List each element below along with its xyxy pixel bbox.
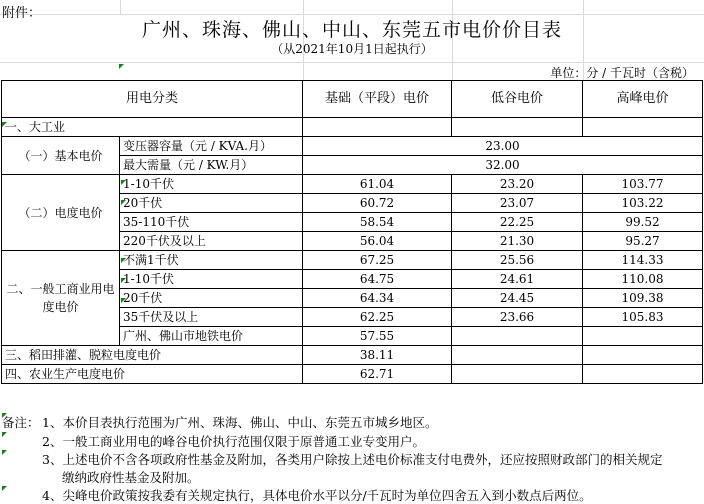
row-label: 20千伏 <box>120 289 303 308</box>
document-subtitle: （从2021年10月1日起执行） <box>271 42 433 56</box>
base-value: 57.55 <box>303 327 452 346</box>
commercial-label: 二、一般工商业用电度电价 <box>2 251 120 346</box>
valley-value <box>452 327 583 346</box>
cell-marker-icon <box>2 486 7 491</box>
base-value: 64.75 <box>303 270 452 289</box>
row-label: 不满1千伏 <box>120 251 303 270</box>
unit-label: 单位：分 / 千瓦时（含税） <box>550 66 694 80</box>
irrigation-base-value: 38.11 <box>303 346 452 365</box>
header-peak: 高峰电价 <box>583 81 703 118</box>
valley-value: 23.07 <box>452 194 583 213</box>
note-item: 3、上述电价不含各项政府性基金及附加，各类用户除按上述电价标准支付电费外，还应按照财政部门的相关规定 <box>42 452 663 467</box>
cell-marker-icon <box>2 432 7 437</box>
cell-marker-icon <box>2 413 7 418</box>
header-category: 用电分类 <box>2 81 303 118</box>
note-item: 缴纳政府性基金及附加。 <box>62 470 200 485</box>
transformer-label: 变压器容量（元 / KVA.月） <box>120 137 303 156</box>
peak-value: 105.83 <box>583 308 703 327</box>
base-value: 56.04 <box>303 232 452 251</box>
peak-value: 103.77 <box>583 175 703 194</box>
valley-value: 23.66 <box>452 308 583 327</box>
cell-marker-icon <box>121 298 126 303</box>
cell-marker-icon <box>121 258 126 263</box>
industry-label: 一、大工业 <box>2 118 303 137</box>
table-row <box>2 118 703 137</box>
valley-value: 24.61 <box>452 270 583 289</box>
energy-price-label: （二）电度电价 <box>2 175 120 251</box>
valley-value: 24.45 <box>452 289 583 308</box>
base-value: 62.25 <box>303 308 452 327</box>
cell-marker-icon <box>121 278 126 283</box>
row-label: 20千伏 <box>120 194 303 213</box>
header-base: 基础（平段）电价 <box>303 81 452 118</box>
note-item: 2、一般工商业用电的峰谷电价执行范围仅限于原普通工业专变用户。 <box>42 434 425 449</box>
header-valley: 低谷电价 <box>452 81 583 118</box>
valley-value: 23.20 <box>452 175 583 194</box>
row-label: 35-110千伏 <box>120 213 303 232</box>
table-row <box>2 251 703 270</box>
valley-value: 21.30 <box>452 232 583 251</box>
note-item: 1、本价目表执行范围为广州、珠海、佛山、中山、东莞五市城乡地区。 <box>42 415 438 430</box>
agriculture-label: 四、农业生产电度电价 <box>2 365 303 384</box>
base-value: 61.04 <box>303 175 452 194</box>
base-value: 64.34 <box>303 289 452 308</box>
valley-value: 22.25 <box>452 213 583 232</box>
peak-value <box>583 327 703 346</box>
peak-value: 109.38 <box>583 289 703 308</box>
transformer-value: 23.00 <box>303 137 703 156</box>
table-row <box>2 175 703 194</box>
row-label: 1-10千伏 <box>120 270 303 289</box>
row-label: 广州、佛山市地铁电价 <box>120 327 303 346</box>
base-value: 60.72 <box>303 194 452 213</box>
peak-value: 99.52 <box>583 213 703 232</box>
row-label: 35千伏及以上 <box>120 308 303 327</box>
peak-value: 95.27 <box>583 232 703 251</box>
demand-value: 32.00 <box>303 156 703 175</box>
row-label: 1-10千伏 <box>120 175 303 194</box>
peak-value: 110.08 <box>583 270 703 289</box>
table-header-row <box>2 81 703 118</box>
demand-label: 最大需量（元 / KW.月） <box>120 156 303 175</box>
attachment-label: 附件： <box>2 6 42 21</box>
base-value: 67.25 <box>303 251 452 270</box>
table-row <box>2 346 703 365</box>
cell-marker-icon <box>121 180 126 185</box>
cell-marker-icon <box>121 200 126 205</box>
cell-marker-icon <box>119 64 124 69</box>
note-item: 4、尖峰电价政策按我委有关规定执行，具体电价水平以分/千瓦时为单位四舍五入到小数点后两位。 <box>42 488 592 503</box>
irrigation-label: 三、稻田排灌、脱粒电度电价 <box>2 346 303 365</box>
base-value: 58.54 <box>303 213 452 232</box>
basic-price-label: （一）基本电价 <box>2 137 120 175</box>
price-table <box>1 80 703 384</box>
cell-marker-icon <box>2 122 7 127</box>
table-row <box>2 137 703 156</box>
valley-value: 25.56 <box>452 251 583 270</box>
table-row <box>2 365 703 384</box>
agriculture-base-value: 62.71 <box>303 365 452 384</box>
peak-value: 103.22 <box>583 194 703 213</box>
peak-value: 114.33 <box>583 251 703 270</box>
notes-prefix: 备注： <box>2 415 40 430</box>
row-label: 220千伏及以上 <box>120 232 303 251</box>
cell-marker-icon <box>2 450 7 455</box>
document-title: 广州、珠海、佛山、中山、东莞五市电价价目表 <box>141 19 562 41</box>
